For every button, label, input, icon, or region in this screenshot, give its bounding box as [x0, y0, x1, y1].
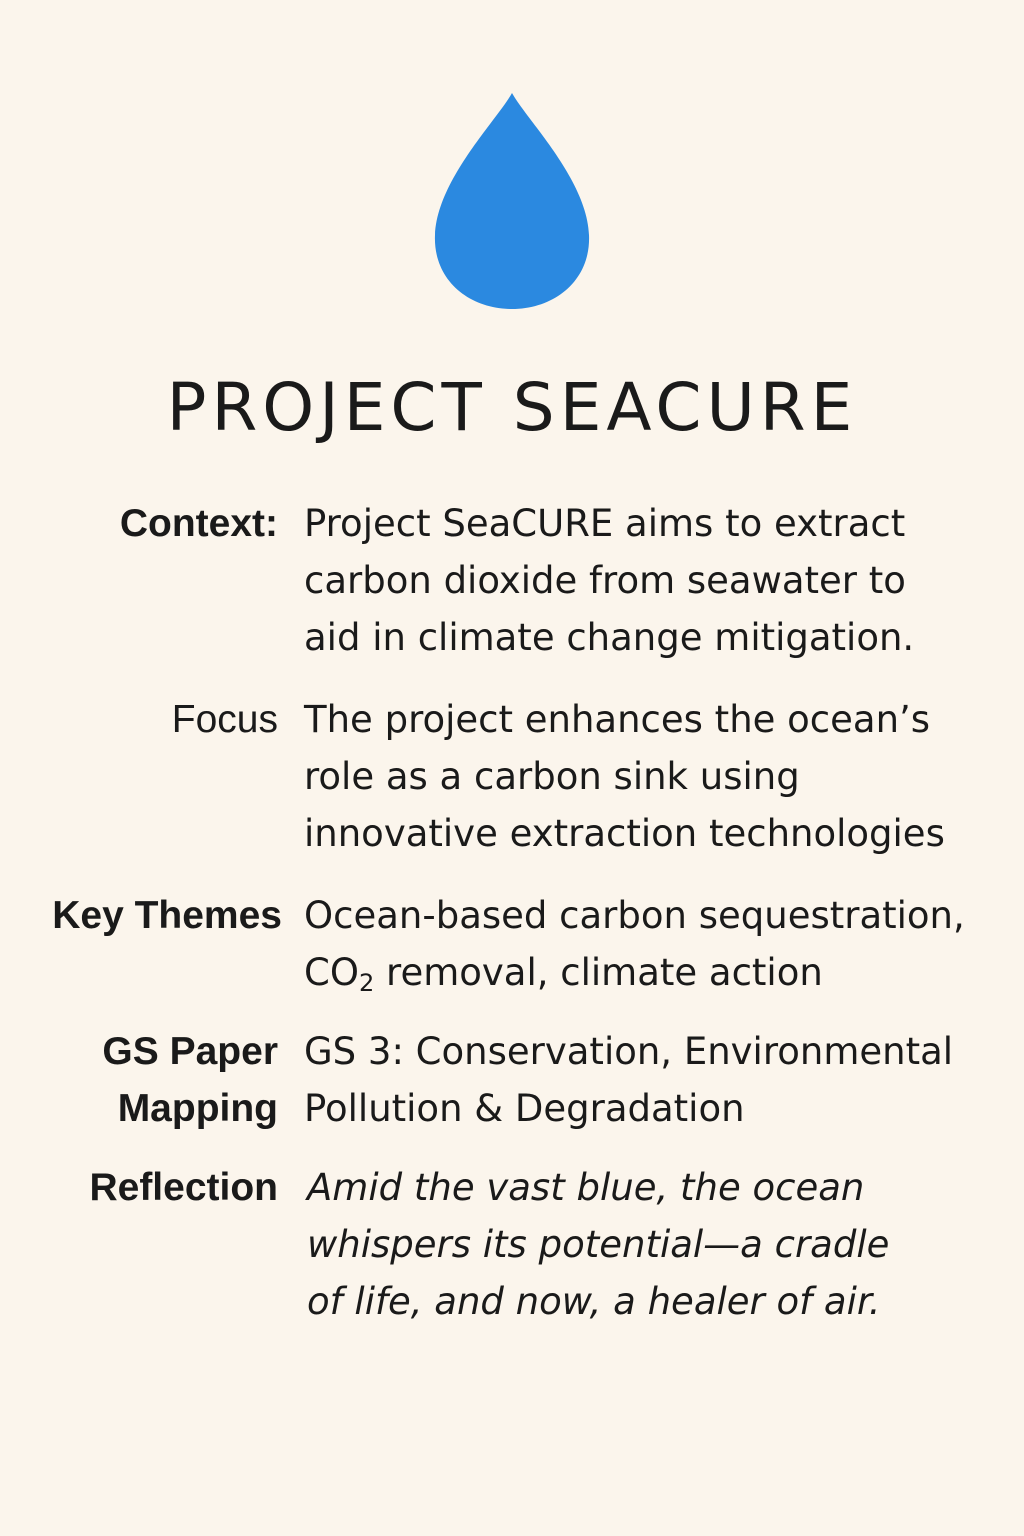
context-line-1: Project SeaCURE aims to extract	[304, 502, 906, 545]
key-themes-line-2-rest: removal, climate action	[374, 951, 823, 994]
reflection-text	[307, 1159, 1007, 1330]
focus-label: Focus	[171, 698, 278, 741]
gs-paper-line-2: Pollution & Degradation	[304, 1087, 745, 1130]
key-themes-line-2	[304, 944, 1004, 1012]
page-title: PROJECT SEACURE	[166, 369, 858, 446]
gs-paper-line-1: GS 3: Conservation, Environmental	[304, 1030, 954, 1073]
key-themes-text	[304, 887, 1004, 1012]
context-label: Context:	[119, 502, 278, 545]
focus-line-1: The project enhances the ocean’s	[304, 698, 931, 741]
water-drop-shape	[435, 93, 589, 309]
reflection-line-1: Amid the vast blue, the ocean	[307, 1166, 865, 1209]
context-text	[304, 495, 1004, 666]
co2-subscript: 2	[358, 969, 375, 997]
reflection-line-3: of life, and now, a healer of air.	[307, 1280, 881, 1323]
gs-paper-label-line-2: Mapping	[117, 1087, 278, 1130]
reflection-label: Reflection	[89, 1166, 278, 1209]
reflection-line-2: whispers its potential—a cradle	[307, 1223, 890, 1266]
gs-paper-mapping-label	[18, 1023, 278, 1137]
context-line-3: aid in climate change mitigation.	[304, 616, 915, 659]
gs-paper-mapping-text	[304, 1023, 1004, 1137]
context-line-2: carbon dioxide from seawater to	[304, 559, 906, 602]
co2-prefix: CO	[304, 951, 359, 994]
focus-line-2: role as a carbon sink using	[304, 755, 800, 798]
water-drop-icon	[431, 90, 593, 312]
focus-text	[304, 691, 1004, 862]
gs-paper-label-line-1: GS Paper	[102, 1030, 278, 1073]
key-themes-label: Key Themes	[52, 894, 282, 937]
key-themes-line-1: Ocean-based carbon sequestration,	[304, 894, 965, 937]
focus-line-3: innovative extraction technologies	[304, 812, 945, 855]
